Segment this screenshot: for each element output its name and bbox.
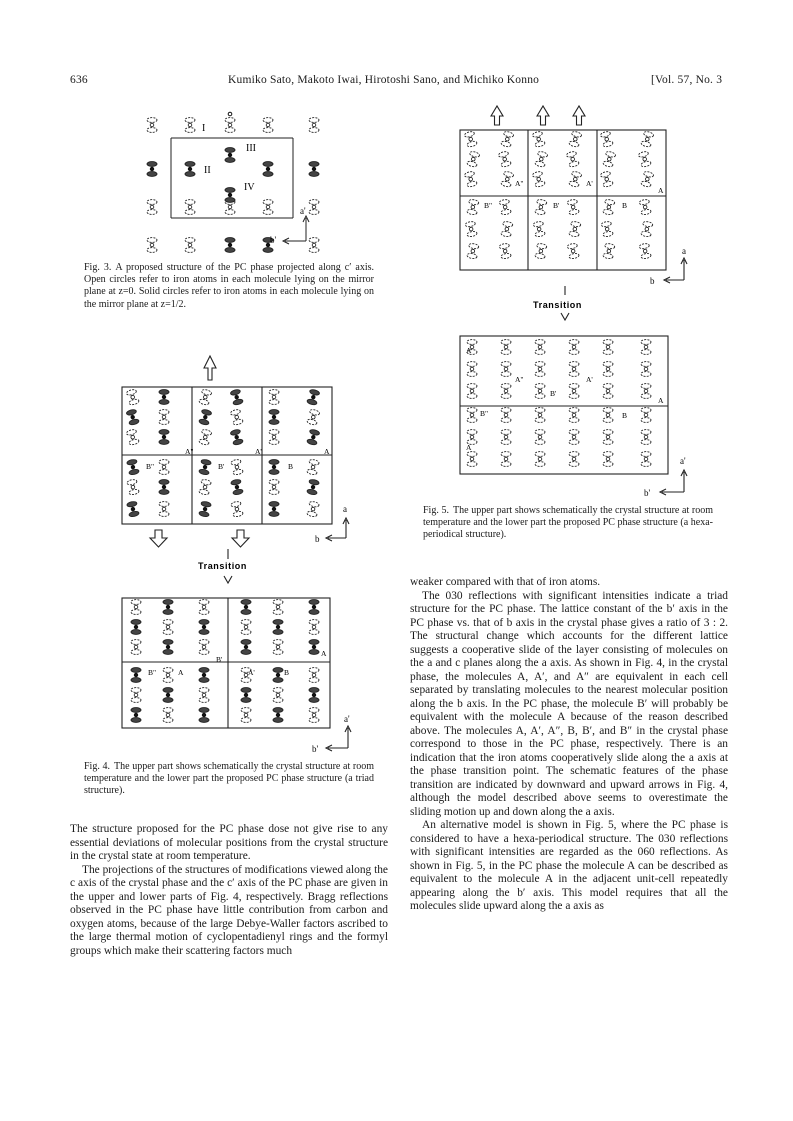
fig3-axis-b: b' (270, 235, 277, 245)
molecule-glyph (467, 452, 477, 467)
molecule-glyph (185, 118, 195, 133)
fig5-lower-label-A-bottom: A (466, 443, 472, 452)
molecule-glyph (159, 460, 169, 475)
molecule-glyph (147, 118, 157, 133)
molecule-glyph (159, 390, 169, 405)
molecule-glyph (641, 171, 654, 188)
fig4-label-B1: B' (218, 462, 225, 471)
molecule-glyph (641, 430, 651, 445)
molecule-glyph (603, 408, 613, 423)
fig5-lower-label-A: A (658, 396, 664, 405)
molecule-glyph (639, 243, 651, 259)
molecule-glyph (269, 410, 279, 425)
fig4-lower-label-A: A (321, 649, 327, 658)
molecule-glyph (309, 668, 319, 683)
paragraph: The structure proposed for the PC phase dose not give rise to any essential deviations of molecular positions from the crystal structure in the crystal state at room temperature. (70, 823, 388, 862)
molecule-glyph (467, 243, 479, 259)
paragraph: The 030 reflections with significant intensities indicate a triad structure for the PC phase. The lattice constant of the b′ axis in the PC phase vs. that of b axis in the crystal phase gives a ratio of 3 : 2. The structural change which accounts for the different lattice suggests a cooperative slide of the layer consisting of molecules on the a and c planes along the a axis. As shown in Fig. 4, in the crystal phase, the molecules A, A′, and A″ are equivalent in each cell separated by translating molecules to the nearest molecular position along the b axis. In the PC phase, the molecule B′ will probably be equivalent with the molecule A because of the reason described above. The molecules A, A′, A″, B, B′, and B″ in the crystal phase correspond to those in the PC phase, respectively. There is an indication that the iron atoms cooperatively slide along the a axis at the phase transition point. The schematic features of the phase transition are indicated by downward and upward arrows in Fig. 4, although the model described above seems to overestimate the sliding motion up and down along the a axis. (410, 589, 728, 818)
fig5-label-B1: B' (553, 201, 560, 210)
molecule-glyph (307, 459, 320, 476)
molecule-glyph (600, 171, 613, 188)
fig4-axis-b-prime: b' (312, 744, 319, 754)
molecule-glyph (241, 640, 251, 655)
molecule-glyph (501, 171, 514, 188)
molecule-glyph (465, 221, 477, 237)
molecule-glyph (569, 362, 579, 377)
body-left-column (70, 823, 388, 958)
molecule-glyph (569, 430, 579, 445)
molecule-glyph (569, 384, 579, 399)
fig5-lower-label-B2: B" (480, 409, 489, 418)
molecule-glyph (199, 429, 212, 446)
fig5-lower-label-A1: A' (586, 375, 593, 384)
fig5-lower-label-A-left: A (466, 346, 472, 355)
fig3-label-II: II (204, 165, 211, 176)
molecule-glyph (273, 640, 283, 655)
molecule-glyph (231, 501, 244, 518)
fig3-label-III: III (246, 143, 256, 154)
molecule-glyph (159, 480, 169, 495)
page-number: 636 (70, 74, 88, 86)
fig4-lower-label-B1: B' (216, 655, 223, 664)
molecule-glyph (535, 362, 545, 377)
molecule-glyph (535, 151, 548, 168)
molecule-glyph (569, 340, 579, 355)
molecule-glyph (641, 221, 653, 237)
molecule-glyph (231, 459, 244, 476)
molecule-glyph (535, 340, 545, 355)
molecule-glyph (163, 620, 173, 635)
molecule-glyph (127, 501, 140, 518)
molecule-glyph (501, 384, 511, 399)
fig5-axis-b: b (650, 276, 655, 286)
molecule-glyph (641, 131, 654, 148)
molecule-glyph (639, 199, 651, 215)
molecule-glyph (307, 429, 320, 446)
fig4-lower-label-A1: A' (248, 668, 255, 677)
molecule-glyph (273, 600, 283, 615)
molecule-glyph (163, 668, 173, 683)
molecule-glyph (309, 238, 319, 253)
molecule-glyph (641, 452, 651, 467)
molecule-glyph (225, 118, 235, 133)
molecule-glyph (535, 243, 547, 259)
molecule-glyph (230, 409, 243, 426)
molecule-glyph (273, 620, 283, 635)
fig4-axis-b: b (315, 534, 320, 544)
fig5-transition-label: Transition (533, 300, 583, 310)
molecule-glyph (131, 640, 141, 655)
molecule-glyph (131, 688, 141, 703)
molecule-glyph (499, 243, 511, 259)
molecule-glyph (567, 243, 579, 259)
molecule-glyph (532, 131, 545, 148)
molecule-glyph (230, 389, 243, 406)
molecule-glyph (263, 162, 273, 177)
molecule-glyph (185, 238, 195, 253)
molecule-glyph (641, 362, 651, 377)
molecule-glyph (263, 200, 273, 215)
fig5-axis-a-prime: a' (680, 456, 686, 466)
paragraph: An alternative model is shown in Fig. 5, where the PC phase is considered to have a hexa-periodical structure. The 030 reflections with significant intensities are regarded as the 060 reflections. As shown in Fig. 5, in the PC phase the molecule A can be described as equivalent to the molecule A in the adjacent unit-cell repeatedly appearing along the b′ axis. This model requires that all the molecules slide upward along the a axis as (410, 819, 728, 912)
molecule-glyph (501, 221, 513, 237)
molecule-glyph (269, 502, 279, 517)
molecule-glyph (199, 688, 209, 703)
running-authors: Kumiko Sato, Makoto Iwai, Hirotoshi Sano, and Michiko Konno (228, 74, 540, 86)
molecule-glyph (131, 708, 141, 723)
molecule-glyph (199, 409, 212, 426)
molecule-glyph (147, 238, 157, 253)
fig4-axis-a: a (343, 504, 347, 514)
molecule-glyph (185, 200, 195, 215)
molecule-glyph (263, 118, 273, 133)
molecule-glyph (603, 430, 613, 445)
molecule-glyph (199, 389, 212, 406)
molecule-glyph (231, 479, 244, 496)
fig4-label-A2: A" (185, 447, 194, 456)
molecule-glyph (269, 480, 279, 495)
molecule-glyph (603, 384, 613, 399)
molecule-glyph (273, 668, 283, 683)
fig5-lower-label-B: B (622, 411, 628, 420)
fig5-lower-label-A2: A" (515, 375, 524, 384)
figure-4-diagram (100, 350, 370, 770)
fig5-label-A2: A" (515, 179, 524, 188)
fig5-axis-b-prime: b' (644, 488, 651, 498)
figure-3-caption (84, 262, 374, 311)
fig4-label-A: A (324, 447, 330, 456)
molecule-glyph (241, 708, 251, 723)
molecule-glyph (535, 384, 545, 399)
fig5-label-A1: A' (586, 179, 593, 188)
molecule-glyph (147, 162, 157, 177)
molecule-glyph (199, 479, 212, 496)
fig5-axis-a: a (682, 246, 686, 256)
molecule-glyph (309, 688, 319, 703)
molecule-glyph (307, 389, 320, 406)
molecule-glyph (464, 131, 477, 148)
molecule-glyph (185, 162, 195, 177)
molecule-glyph (225, 148, 235, 163)
molecule-glyph (309, 620, 319, 635)
molecule-glyph (199, 708, 209, 723)
fig3-caption-text: A proposed structure of the PC phase projected along c′ axis. Open circles refer to iron atoms in each molecule lying on the mirror plane at z=0. Solid circles refer to iron atoms in each molecule lying on the mirror plane at z=1/2. (84, 262, 375, 310)
volume-info: [Vol. 57, No. 3 (651, 74, 723, 86)
molecule-glyph (241, 620, 251, 635)
figure-4-caption (84, 761, 374, 798)
molecule-glyph (641, 340, 651, 355)
molecule-glyph (159, 430, 169, 445)
figure-5-caption (423, 505, 713, 542)
molecule-glyph (159, 502, 169, 517)
molecule-glyph (501, 430, 511, 445)
fig3-label-I: I (202, 123, 206, 134)
fig4-axis-a-prime: a' (344, 714, 350, 724)
figure-5-diagram (440, 100, 700, 500)
molecule-glyph (566, 151, 579, 168)
molecule-glyph (567, 199, 579, 215)
molecule-glyph (309, 708, 319, 723)
molecule-glyph (163, 688, 173, 703)
molecule-glyph (603, 340, 613, 355)
molecule-glyph (225, 188, 235, 203)
molecule-glyph (569, 221, 581, 237)
figure-4 (100, 350, 370, 770)
molecule-glyph (467, 151, 480, 168)
molecule-glyph (126, 429, 139, 446)
fig3-axis-a: a' (300, 206, 306, 216)
fig3-label-IV: IV (244, 182, 255, 193)
molecule-glyph (535, 430, 545, 445)
molecule-glyph (163, 640, 173, 655)
molecule-glyph (199, 501, 212, 518)
molecule-glyph (467, 384, 477, 399)
molecule-glyph (603, 151, 616, 168)
molecule-glyph (126, 409, 139, 426)
molecule-glyph (307, 501, 320, 518)
molecule-glyph (269, 430, 279, 445)
molecule-glyph (533, 221, 545, 237)
molecule-glyph (307, 409, 320, 426)
molecule-glyph (230, 429, 243, 446)
fig4-lower-label-A-2: A (178, 668, 184, 677)
molecule-glyph (603, 452, 613, 467)
molecule-glyph (309, 118, 319, 133)
body-right-column (410, 576, 728, 914)
molecule-glyph (501, 408, 511, 423)
fig4-label-B: B (288, 462, 294, 471)
molecule-glyph (163, 600, 173, 615)
molecule-glyph (159, 410, 169, 425)
fig5-caption-label: Fig. 5. (423, 505, 450, 516)
molecule-glyph (501, 131, 514, 148)
molecule-glyph (131, 600, 141, 615)
fig4-lower-label-B2: B" (148, 668, 157, 677)
molecule-glyph (269, 460, 279, 475)
molecule-glyph (569, 131, 582, 148)
molecule-glyph (199, 668, 209, 683)
fig4-label-A1: A' (255, 447, 262, 456)
molecule-glyph (163, 708, 173, 723)
molecule-glyph (309, 600, 319, 615)
molecule-glyph (467, 408, 477, 423)
molecule-glyph (131, 620, 141, 635)
molecule-glyph (569, 452, 579, 467)
fig4-caption-label: Fig. 4. (84, 761, 111, 772)
molecule-glyph (199, 459, 212, 476)
fig5-label-A: A (658, 186, 664, 195)
molecule-glyph (499, 199, 511, 215)
molecule-glyph (532, 171, 545, 188)
fig3-caption-label: Fig. 3. (84, 262, 112, 273)
paragraph: The projections of the structures of modifications viewed along the c axis of the crystal phase and the c′ axis of the PC phase are given in the upper and lower parts of Fig. 4, respectively. Bragg reflections observed in the PC phase have little contribution from carbon and oxygen atoms, because of the large Debye-Waller factors ascribed to the large thermal motion of cyclopentadienyl rings and the formyl groups which make their scattering factors much (70, 863, 388, 957)
molecule-glyph (147, 200, 157, 215)
molecule-glyph (127, 459, 140, 476)
molecule-glyph (273, 708, 283, 723)
fig4-transition-label: Transition (198, 561, 248, 571)
molecule-glyph (273, 688, 283, 703)
molecule-glyph (199, 640, 209, 655)
molecule-glyph (241, 688, 251, 703)
molecule-glyph (307, 479, 320, 496)
fig4-caption-text: The upper part shows schematically the crystal structure at room temperature and the lower part the proposed PC phase structure (a triad structure). (84, 761, 375, 797)
molecule-glyph (601, 221, 613, 237)
molecule-glyph (225, 238, 235, 253)
molecule-glyph (127, 479, 140, 496)
molecule-glyph (603, 243, 615, 259)
molecule-glyph (309, 162, 319, 177)
molecule-glyph (126, 389, 139, 406)
molecule-glyph (498, 151, 511, 168)
fig5-label-B: B (622, 201, 628, 210)
fig5-label-B2: B" (484, 201, 493, 210)
molecule-glyph (269, 390, 279, 405)
molecule-glyph (467, 362, 477, 377)
molecule-glyph (199, 600, 209, 615)
fig4-label-B2: B" (146, 462, 155, 471)
molecule-glyph (501, 340, 511, 355)
paragraph-continuation: weaker compared with that of iron atoms. (410, 576, 601, 588)
molecule-glyph (641, 408, 651, 423)
molecule-glyph (464, 171, 477, 188)
molecule-glyph (535, 199, 547, 215)
molecule-glyph (535, 452, 545, 467)
fig5-caption-text: The upper part shows schematically the crystal structure at room temperature and the lower part the proposed PC phase structure (a hexa-periodical structure). (423, 505, 714, 541)
molecule-glyph (638, 151, 651, 168)
figure-3-diagram (138, 100, 338, 260)
figure-5 (440, 100, 700, 500)
molecule-glyph (309, 640, 319, 655)
fig4-lower-label-B: B (284, 668, 290, 677)
molecule-glyph (603, 199, 615, 215)
molecule-glyph (199, 620, 209, 635)
figure-3 (138, 100, 338, 260)
molecule-glyph (241, 600, 251, 615)
molecule-glyph (569, 171, 582, 188)
molecule-glyph (600, 131, 613, 148)
fig5-lower-label-B1: B' (550, 389, 557, 398)
molecule-glyph (569, 408, 579, 423)
molecule-glyph (131, 668, 141, 683)
molecule-glyph (603, 362, 613, 377)
molecule-glyph (535, 408, 545, 423)
molecule-glyph (309, 200, 319, 215)
molecule-glyph (501, 362, 511, 377)
molecule-glyph (641, 384, 651, 399)
molecule-glyph (467, 199, 479, 215)
molecule-glyph (501, 452, 511, 467)
